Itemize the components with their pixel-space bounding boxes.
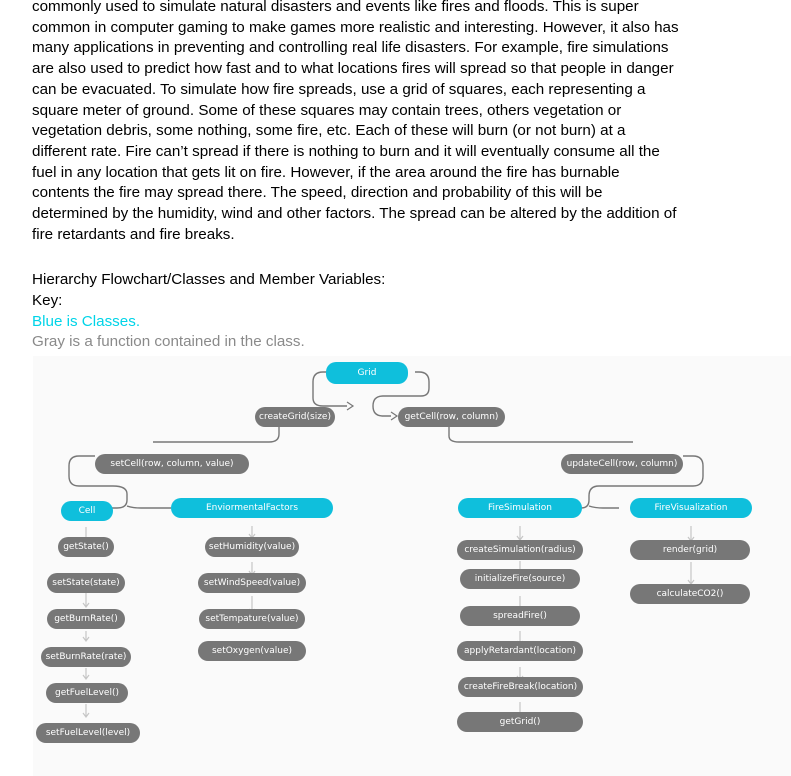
cell-method-set-burn-rate: setBurnRate(rate) [41,647,131,667]
get-cell-node: getCell(row, column) [398,407,505,427]
sim-method-create-fire-break: createFireBreak(location) [458,677,583,697]
key-label: Key: [32,292,63,309]
sim-method-spread-fire: spreadFire() [460,606,580,626]
vis-method-render: render(grid) [630,540,750,560]
intro-paragraph: commonly used to simulate natural disasters and events like fires and floods. This is super common in computer gaming to make games more realistic and interesting. However, it also has many applications in preventing and controlling real life disasters. For example, fire simulations are also used to predict how fast and to what locations fires will spread so that people in danger can be evacuated. To simulate how fire spreads, use a grid of squares, each representing a square meter of ground. Some of these squares may contain trees, others vegetation or vegetation debris, some nothing, some fire, etc. Each of these will burn (or not burn) at a different rate. Fire can’t spread if there is nothing to burn and it will eventually consume all the fuel in any location that gets lit on fire. However, if the area around the fire has burnable contents the fire may spread there. The speed, direction and probability of this will be determined by the humidity, wind and other factors. The spread can be altered by the addition of fire retardants and fire breaks. [32,0,679,243]
cell-method-set-state: setState(state) [47,573,125,593]
fire-simulation-class-node: FireSimulation [458,498,582,518]
method-down-arrows [83,526,694,717]
sim-method-get-grid: getGrid() [457,712,583,732]
hierarchy-flowchart [33,356,791,776]
create-grid-node: createGrid(size) [255,407,335,427]
cell-method-get-burn-rate: getBurnRate() [47,609,125,629]
env-method-set-wind-speed: setWindSpeed(value) [198,573,306,593]
cell-method-set-fuel-level: setFuelLevel(level) [36,723,140,743]
arrowheads [347,402,397,420]
enviormental-factors-class-node: EnviormentalFactors [171,498,333,518]
env-method-set-humidity: setHumidity(value) [205,537,299,557]
env-method-set-tempature: setTempature(value) [199,609,305,629]
key-blue-text: Blue is Classes. [32,313,141,330]
connector-getcell-updatecell [449,426,633,442]
env-method-set-oxygen: setOxygen(value) [198,641,306,661]
sim-method-create-simulation: createSimulation(radius) [457,540,583,560]
cell-class-node: Cell [61,501,113,521]
cell-method-get-fuel-level: getFuelLevel() [46,683,128,703]
update-cell-node: updateCell(row, column) [561,454,683,474]
sim-method-initialize-fire: initializeFire(source) [460,569,580,589]
fire-visualization-class-node: FireVisualization [630,498,752,518]
set-cell-node: setCell(row, column, value) [95,454,249,474]
grid-class-node: Grid [326,362,408,384]
connector-setcell-env [127,506,171,508]
sim-method-apply-retardant: applyRetardant(location) [457,641,583,661]
key-gray-text: Gray is a function contained in the class. [32,333,305,350]
vis-method-calculate-co2: calculateCO2() [630,584,750,604]
section-heading: Hierarchy Flowchart/Classes and Member Variables: [32,271,386,288]
connector-updatecell-vis [589,506,619,508]
cell-method-get-state: getState() [58,537,114,557]
connector-creategrid-setcell [153,426,279,442]
